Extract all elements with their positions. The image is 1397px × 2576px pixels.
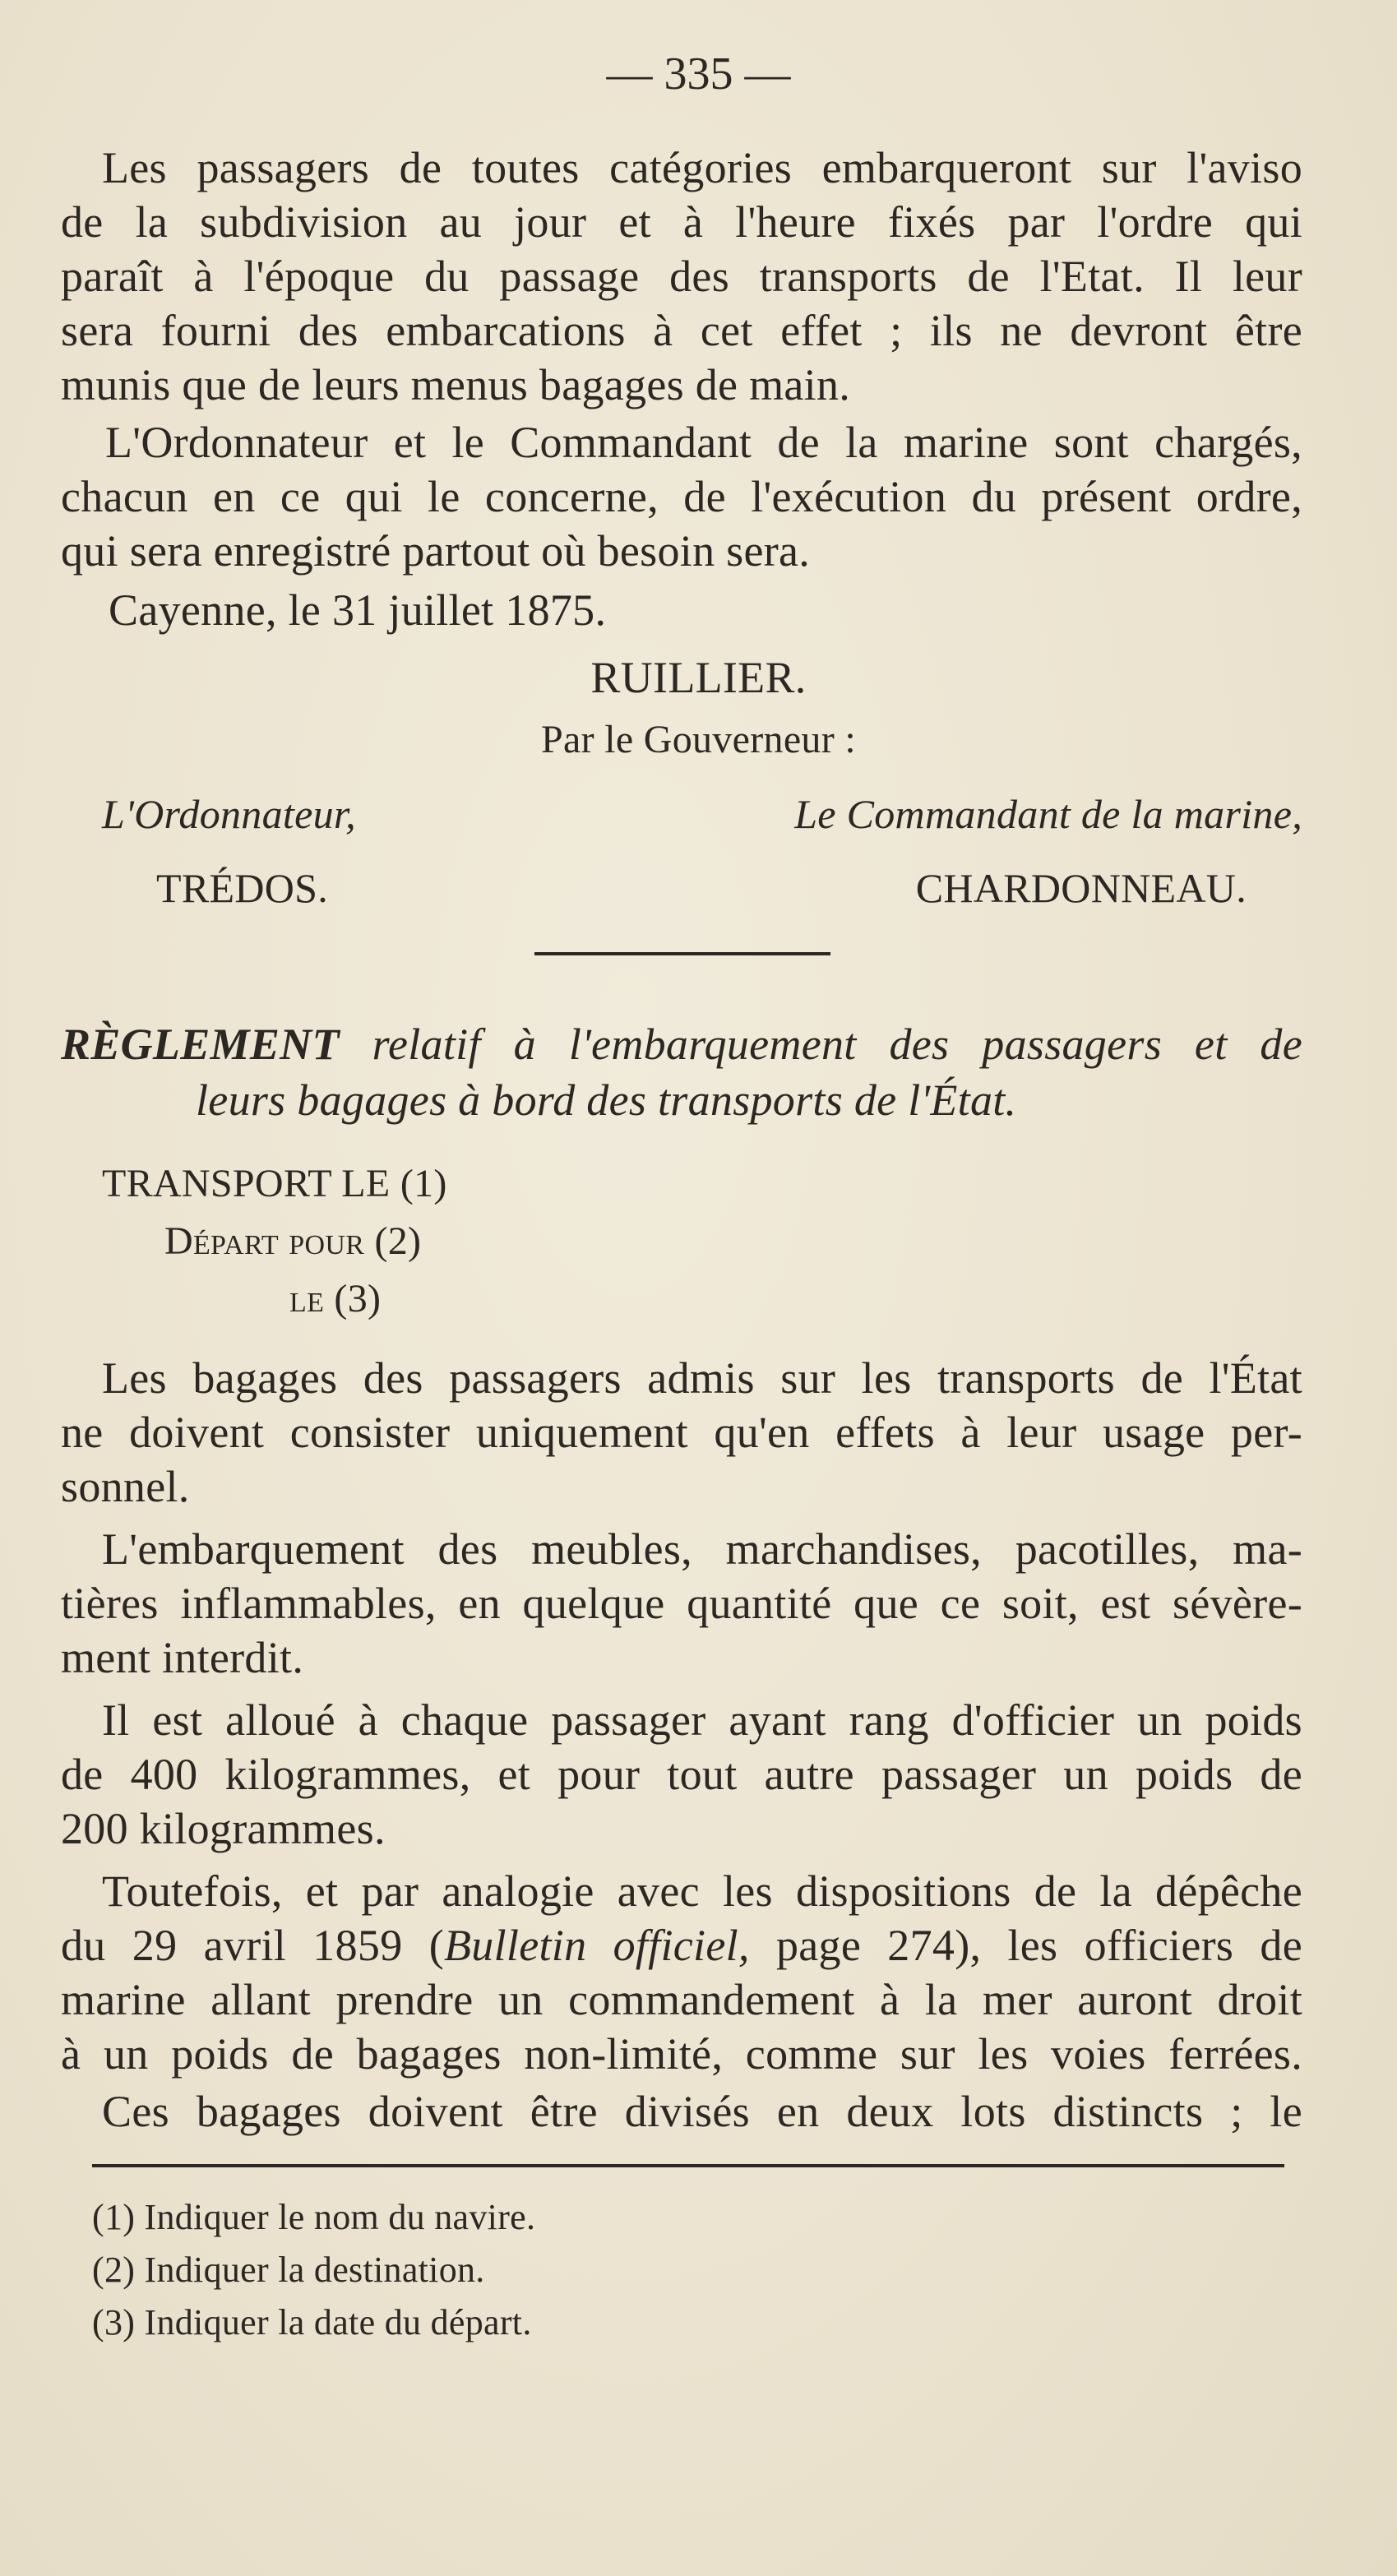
body-line-9: 200 kilogrammes. xyxy=(61,1804,386,1853)
by-governor: Par le Gouverneur : xyxy=(541,718,856,761)
bulletin-reference: Bulletin officiel, xyxy=(444,1921,750,1970)
body-line-4: L'embarquement des meubles, marchandises, pacotilles, ma- xyxy=(102,1524,1302,1574)
governor-name: RUILLIER. xyxy=(590,653,807,702)
footnote-divider xyxy=(92,2164,1284,2167)
order-line-1: Les passagers de toutes catégories embarqueront sur l'aviso xyxy=(102,143,1302,192)
body-line-11-start: du 29 avril 1859 ( xyxy=(61,1921,444,1970)
order-line-6: L'Ordonnateur et le Commandant de la marine sont chargés, xyxy=(105,418,1302,467)
footnote-3: (3) Indiquer la date du départ. xyxy=(92,2302,532,2342)
body-line-6: ment interdit. xyxy=(61,1633,304,1682)
body-line-2: ne doivent consister uniquement qu'en effets à leur usage per- xyxy=(61,1408,1302,1457)
regulation-title-rest: relatif à l'embarquement des passagers et de xyxy=(372,1020,1302,1069)
order-line-3: paraît à l'époque du passage des transports de l'Etat. Il leur xyxy=(61,252,1302,301)
body-line-10: Toutefois, et par analogie avec les dispositions de la dépêche xyxy=(102,1866,1302,1916)
left-signatory-title: L'Ordonnateur, xyxy=(102,791,356,837)
body-line-14: Ces bagages doivent être divisés en deux lots distincts ; le xyxy=(102,2087,1302,2136)
regulation-title-word: RÈGLEMENT xyxy=(61,1020,340,1069)
right-signatory-title: Le Commandant de la marine, xyxy=(794,791,1302,837)
body-line-11-end: page 274), les officiers de xyxy=(749,1921,1302,1970)
order-line-5: munis que de leurs menus bagages de main. xyxy=(61,360,851,409)
right-signatory-name: CHARDONNEAU. xyxy=(915,865,1247,911)
date-line: Cayenne, le 31 juillet 1875. xyxy=(109,585,607,635)
depart-label: Départ pour (2) xyxy=(164,1219,422,1263)
section-divider xyxy=(534,952,830,955)
regulation-title-line-2: leurs bagages à bord des transports de l'État. xyxy=(196,1075,1017,1125)
order-line-2: de la subdivision au jour et à l'heure fixés par l'ordre qui xyxy=(61,197,1302,247)
order-line-4: sera fourni des embarcations à cet effet ; ils ne devront être xyxy=(61,306,1302,355)
footnote-2: (2) Indiquer la destination. xyxy=(92,2250,485,2290)
body-line-12: marine allant prendre un commandement à la mer auront droit xyxy=(61,1975,1302,2024)
body-line-13: à un poids de bagages non-limité, comme sur les voies ferrées. xyxy=(61,2029,1302,2079)
footnote-1: (1) Indiquer le nom du navire. xyxy=(92,2197,536,2237)
left-signatory-name: TRÉDOS. xyxy=(156,865,329,911)
order-line-8: qui sera enregistré partout où besoin sera. xyxy=(61,526,811,576)
body-line-8: de 400 kilogrammes, et pour tout autre passager un poids de xyxy=(61,1750,1302,1799)
body-line-3: sonnel. xyxy=(61,1462,190,1511)
body-line-7: Il est alloué à chaque passager ayant rang d'officier un poids xyxy=(102,1695,1302,1745)
body-line-1: Les bagages des passagers admis sur les transports de l'État xyxy=(102,1353,1302,1403)
body-line-11 xyxy=(61,1919,1302,1972)
body-line-5: tières inflammables, en quelque quantité que ce soit, est sévère- xyxy=(61,1579,1302,1628)
date-label: le (3) xyxy=(289,1277,382,1320)
order-line-7: chacun en ce qui le concerne, de l'exécution du présent ordre, xyxy=(61,472,1302,521)
page-number: — 335 — xyxy=(606,49,791,99)
regulation-title-line-1 xyxy=(61,1018,1302,1071)
transport-label: TRANSPORT LE (1) xyxy=(102,1162,447,1205)
